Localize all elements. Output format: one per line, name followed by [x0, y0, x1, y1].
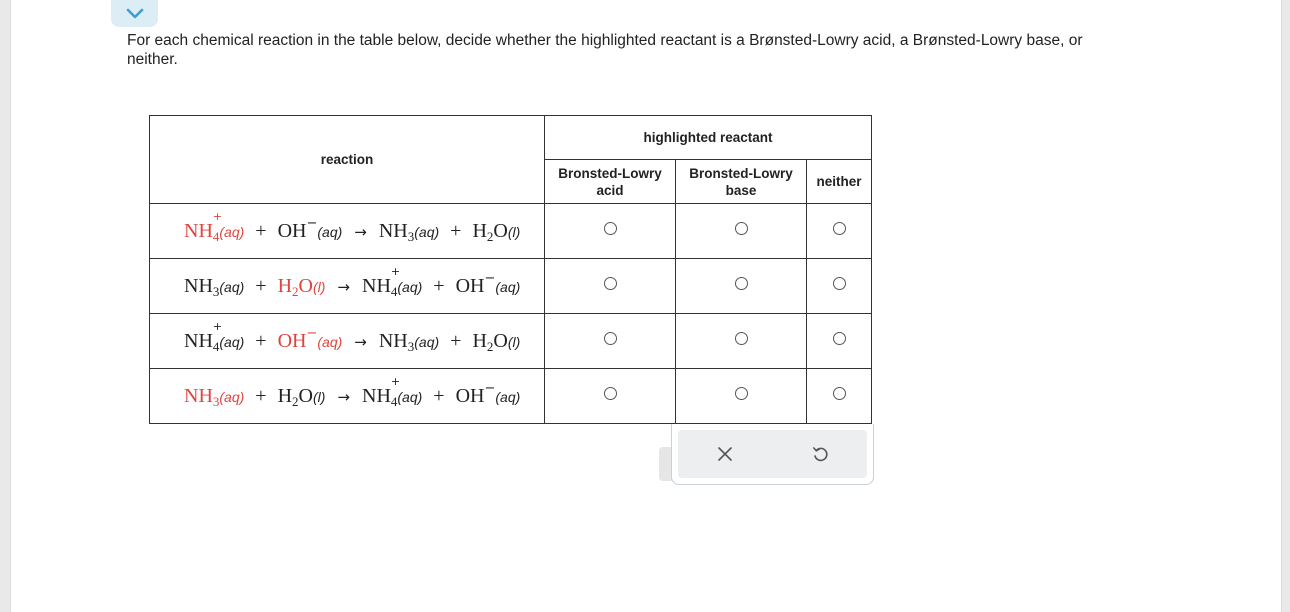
- acid-radio[interactable]: [604, 387, 617, 400]
- base-option: [676, 314, 807, 369]
- acid-option: [545, 204, 676, 259]
- neither-radio[interactable]: [833, 387, 846, 400]
- neither-option: [807, 314, 872, 369]
- highlighted-reactant: NH + $_4$: [184, 209, 223, 244]
- base-option: [676, 259, 807, 314]
- neither-radio[interactable]: [833, 332, 846, 345]
- table-row: [150, 259, 872, 314]
- acid-column-header: Bronsted-Lowry acid: [545, 160, 676, 204]
- x-icon: [716, 445, 734, 463]
- reset-button[interactable]: [800, 434, 840, 474]
- highlighted-reactant: OH−: [277, 325, 318, 352]
- neither-radio[interactable]: [833, 222, 846, 235]
- acid-radio[interactable]: [604, 277, 617, 290]
- neither-option: [807, 259, 872, 314]
- reaction-table: [149, 115, 872, 424]
- table-row: [150, 204, 872, 259]
- base-radio[interactable]: [735, 332, 748, 345]
- acid-option: [545, 369, 676, 424]
- clear-button[interactable]: [705, 434, 745, 474]
- base-column-header: Bronsted-Lowry base: [676, 160, 807, 204]
- question-prompt: For each chemical reaction in the table below, decide whether the highlighted reactant is a Brønsted-Lowry acid, a Brønsted-Lowry base, or neither.: [127, 32, 1083, 68]
- acid-option: [545, 314, 676, 369]
- base-radio[interactable]: [735, 222, 748, 235]
- base-radio[interactable]: [735, 387, 748, 400]
- table-row: [150, 314, 872, 369]
- neither-column-header: neither: [807, 160, 872, 204]
- neither-option: [807, 204, 872, 259]
- reaction-equation: $NH_3(aq) + H_2O(l)$ → NH + $_4$(aq) + OH−(aq): [150, 259, 545, 314]
- acid-radio[interactable]: [604, 332, 617, 345]
- highlighted-reactant: $H_2O$: [277, 274, 313, 299]
- base-option: [676, 369, 807, 424]
- reaction-column-header: reaction: [150, 116, 545, 204]
- acid-option: [545, 259, 676, 314]
- reaction-equation: $NH_3(aq) + H_2O(l)$ → NH + $_4$(aq) + OH−(aq): [150, 369, 545, 424]
- acid-radio[interactable]: [604, 222, 617, 235]
- base-option: [676, 204, 807, 259]
- base-radio[interactable]: [735, 277, 748, 290]
- neither-radio[interactable]: [833, 277, 846, 290]
- undo-icon: [811, 445, 829, 463]
- chevron-down-icon: [126, 8, 144, 20]
- table-row: [150, 369, 872, 424]
- reaction-equation: NH + $_4(aq) + OH^-(aq) \to NH_3(aq) + H_2O(l)$: [150, 314, 545, 369]
- neither-option: [807, 369, 872, 424]
- reaction-equation: NH + $_4(aq) + OH^-(aq) \to NH_3(aq) + H_2O(l)$: [150, 204, 545, 259]
- action-buttons: [678, 430, 867, 478]
- collapse-toggle[interactable]: [111, 0, 158, 27]
- highlighted-reactant-header: highlighted reactant: [545, 116, 872, 160]
- answer-action-bar: [671, 424, 874, 485]
- highlighted-reactant: $NH_3$: [184, 384, 220, 409]
